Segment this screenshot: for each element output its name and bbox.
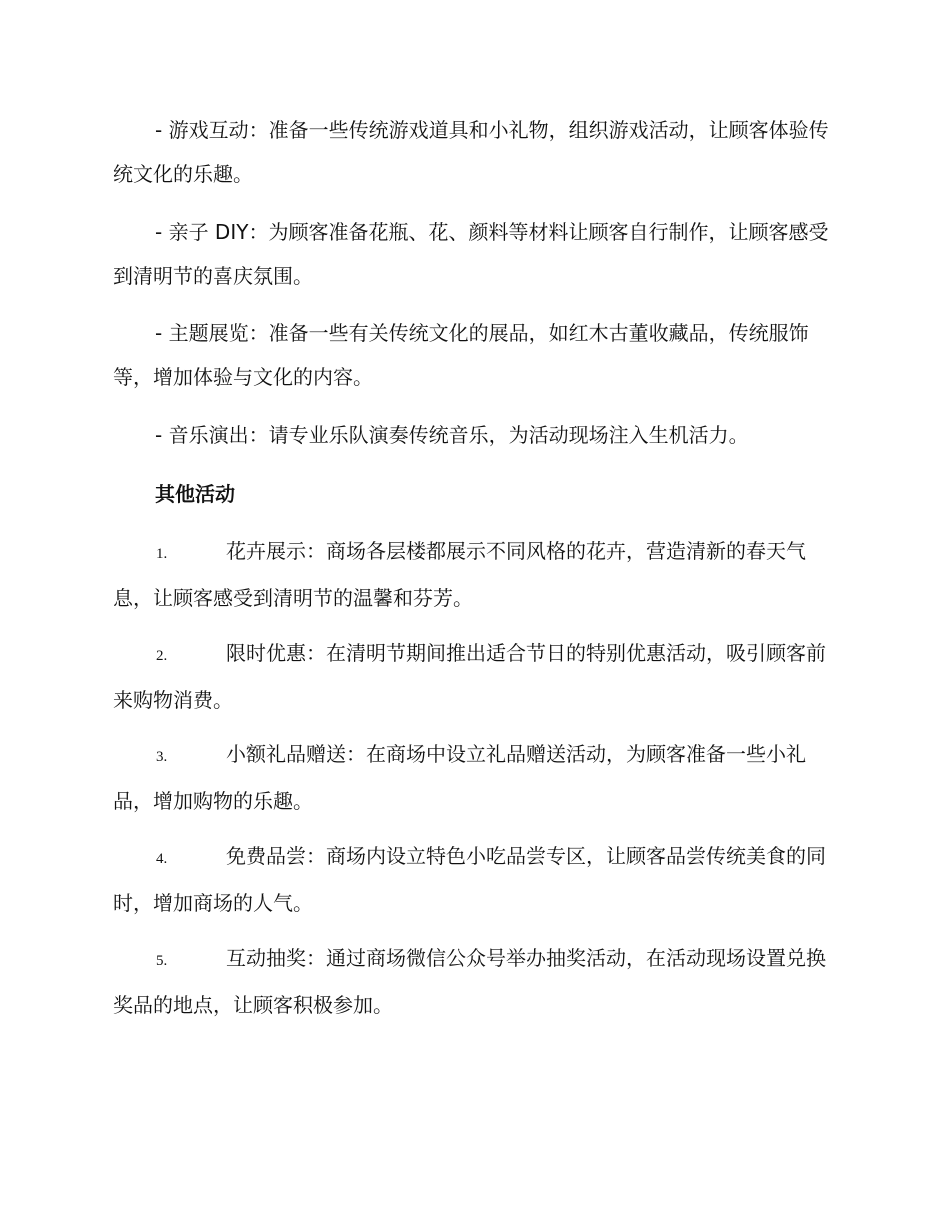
- list-item-number: 4.: [156, 851, 168, 867]
- bullet-game-interaction: - 游戏互动：准备一些传统游戏道具和小礼物，组织游戏活动，让顾客体验传统文化的乐趣。: [113, 118, 829, 186]
- bullet-theme-exhibition: - 主题展览：准备一些有关传统文化的展品，如红木古董收藏品，传统服饰等，增加体验与文化的内容。: [113, 321, 809, 389]
- list-item: [113, 834, 839, 925]
- list-item-text: 小额礼品赠送：在商场中设立礼品赠送活动，为顾客准备一些小礼品，增加购物的乐趣。: [113, 742, 806, 813]
- bullet-parent-child-diy: - 亲子 DIY：为顾客准备花瓶、花、颜料等材料让顾客自行制作，让顾客感受到清明节的喜庆氛围。: [113, 220, 829, 288]
- list-item-text: 免费品尝：商场内设立特色小吃品尝专区，让顾客品尝传统美食的同时，增加商场的人气。: [113, 844, 826, 915]
- list-item-text: 花卉展示：商场各层楼都展示不同风格的花卉，营造清新的春天气息，让顾客感受到清明节的温馨和芬芳。: [113, 539, 806, 610]
- list-item-number: 5.: [156, 953, 168, 969]
- list-item: [113, 936, 839, 1027]
- section-title: 其他活动: [155, 482, 235, 506]
- list-item-text: 互动抽奖：通过商场微信公众号举办抽奖活动，在活动现场设置兑换奖品的地点，让顾客积极参加。: [113, 946, 826, 1017]
- list-item-text: 限时优惠：在清明节期间推出适合节日的特别优惠活动，吸引顾客前来购物消费。: [113, 641, 826, 712]
- list-item: [113, 529, 839, 620]
- list-item-number: 1.: [156, 546, 168, 562]
- list-item: [113, 732, 839, 823]
- list-item-number: 2.: [156, 648, 168, 664]
- list-item-number: 3.: [156, 749, 168, 765]
- bullet-music-performance: - 音乐演出：请专业乐队演奏传统音乐，为活动现场注入生机活力。: [155, 423, 749, 447]
- list-item: [113, 631, 839, 722]
